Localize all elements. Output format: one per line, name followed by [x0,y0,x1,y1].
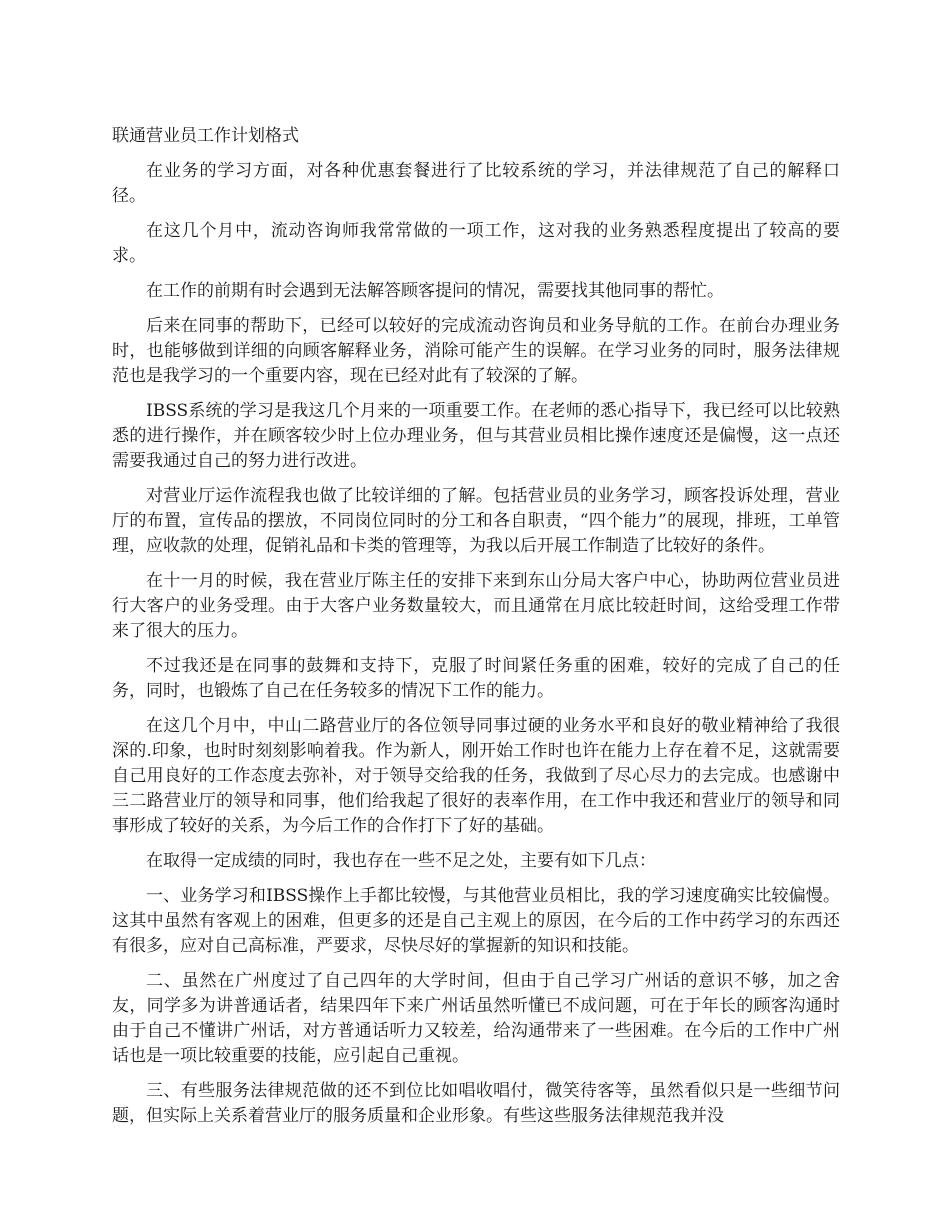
paragraph: 不过我还是在同事的鼓舞和支持下，克服了时间紧任务重的困难，较好的完成了自己的任务，同时，也锻炼了自己在任务较多的情况下工作的能力。 [112,656,840,701]
paragraph: 对营业厅运作流程我也做了比较详细的了解。包括营业员的业务学习，顾客投诉处理，营业厅的布置，宣传品的摆放，不同岗位同时的分工和各自职责，“四个能力”的展现，排班，工单管理，应收款的处理，促销礼品和卡类的管理等，为我以后开展工作制造了比较好的条件。 [112,486,840,556]
paragraph: 三、有些服务法律规范做的还不到位比如唱收唱付，微笑待客等，虽然看似只是一些细节问题，但实际上关系着营业厅的服务质量和企业形象。有些这些服务法律规范我并没 [112,1081,840,1126]
paragraph: 二、虽然在广州度过了自己四年的大学时间，但由于自己学习广州话的意识不够，加之舍友，同学多为讲普通话者，结果四年下来广州话虽然听懂已不成问题，可在于年长的顾客沟通时由于自己不懂讲广州话，对方普通话听力又较差，给沟通带来了一些困难。在今后的工作中广州话也是一项比较重要的技能，应引起自己重视。 [112,971,840,1066]
paragraph: 一、业务学习和IBSS操作上手都比较慢，与其他营业员相比，我的学习速度确实比较偏慢。这其中虽然有客观上的困难，但更多的还是自己主观上的原因，在今后的工作中药学习的东西还有很多，应对自己高标准，严要求，尽快尽好的掌握新的知识和技能。 [112,886,840,956]
paragraph: 在业务的学习方面，对各种优惠套餐进行了比较系统的学习，并法律规范了自己的解释口径。 [112,161,840,206]
paragraph: IBSS系统的学习是我这几个月来的一项重要工作。在老师的悉心指导下，我已经可以比较熟悉的进行操作，并在顾客较少时上位办理业务，但与其营业员相比操作速度还是偏慢，这一点还需要我通过自己的努力进行改进。 [112,401,840,471]
document-page [112,124,840,1139]
paragraph: 在工作的前期有时会遇到无法解答顾客提问的情况，需要找其他同事的帮忙。 [146,281,724,301]
paragraph: 在取得一定成绩的同时，我也存在一些不足之处，主要有如下几点： [146,851,656,871]
paragraph: 在这几个月中，流动咨询师我常常做的一项工作，这对我的业务熟悉程度提出了较高的要求。 [112,221,840,266]
paragraph: 在十一月的时候，我在营业厅陈主任的安排下来到东山分局大客户中心，协助两位营业员进行大客户的业务受理。由于大客户业务数量较大，而且通常在月底比较赶时间，这给受理工作带来了很大的压力。 [112,571,840,641]
document-title: 联通营业员工作计划格式 [112,126,299,146]
paragraph: 后来在同事的帮助下，已经可以较好的完成流动咨询员和业务导航的工作。在前台办理业务时，也能够做到详细的向顾客解释业务，消除可能产生的误解。在学习业务的同时，服务法律规范也是我学习的一个重要内容，现在已经对此有了较深的了解。 [112,316,840,386]
paragraph: 在这几个月中，中山二路营业厅的各位领导同事过硬的业务水平和良好的敬业精神给了我很深的.印象，也时时刻刻影响着我。作为新人，刚开始工作时也许在能力上存在着不足，这就需要自己用良好的工作态度去弥补，对于领导交给我的任务，我做到了尽心尽力的去完成。也感谢中三二路营业厅的领导和同事，他们给我起了很好的表率作用，在工作中我还和营业厅的领导和同事形成了较好的关系，为今后工作的合作打下了好的基础。 [112,716,840,836]
